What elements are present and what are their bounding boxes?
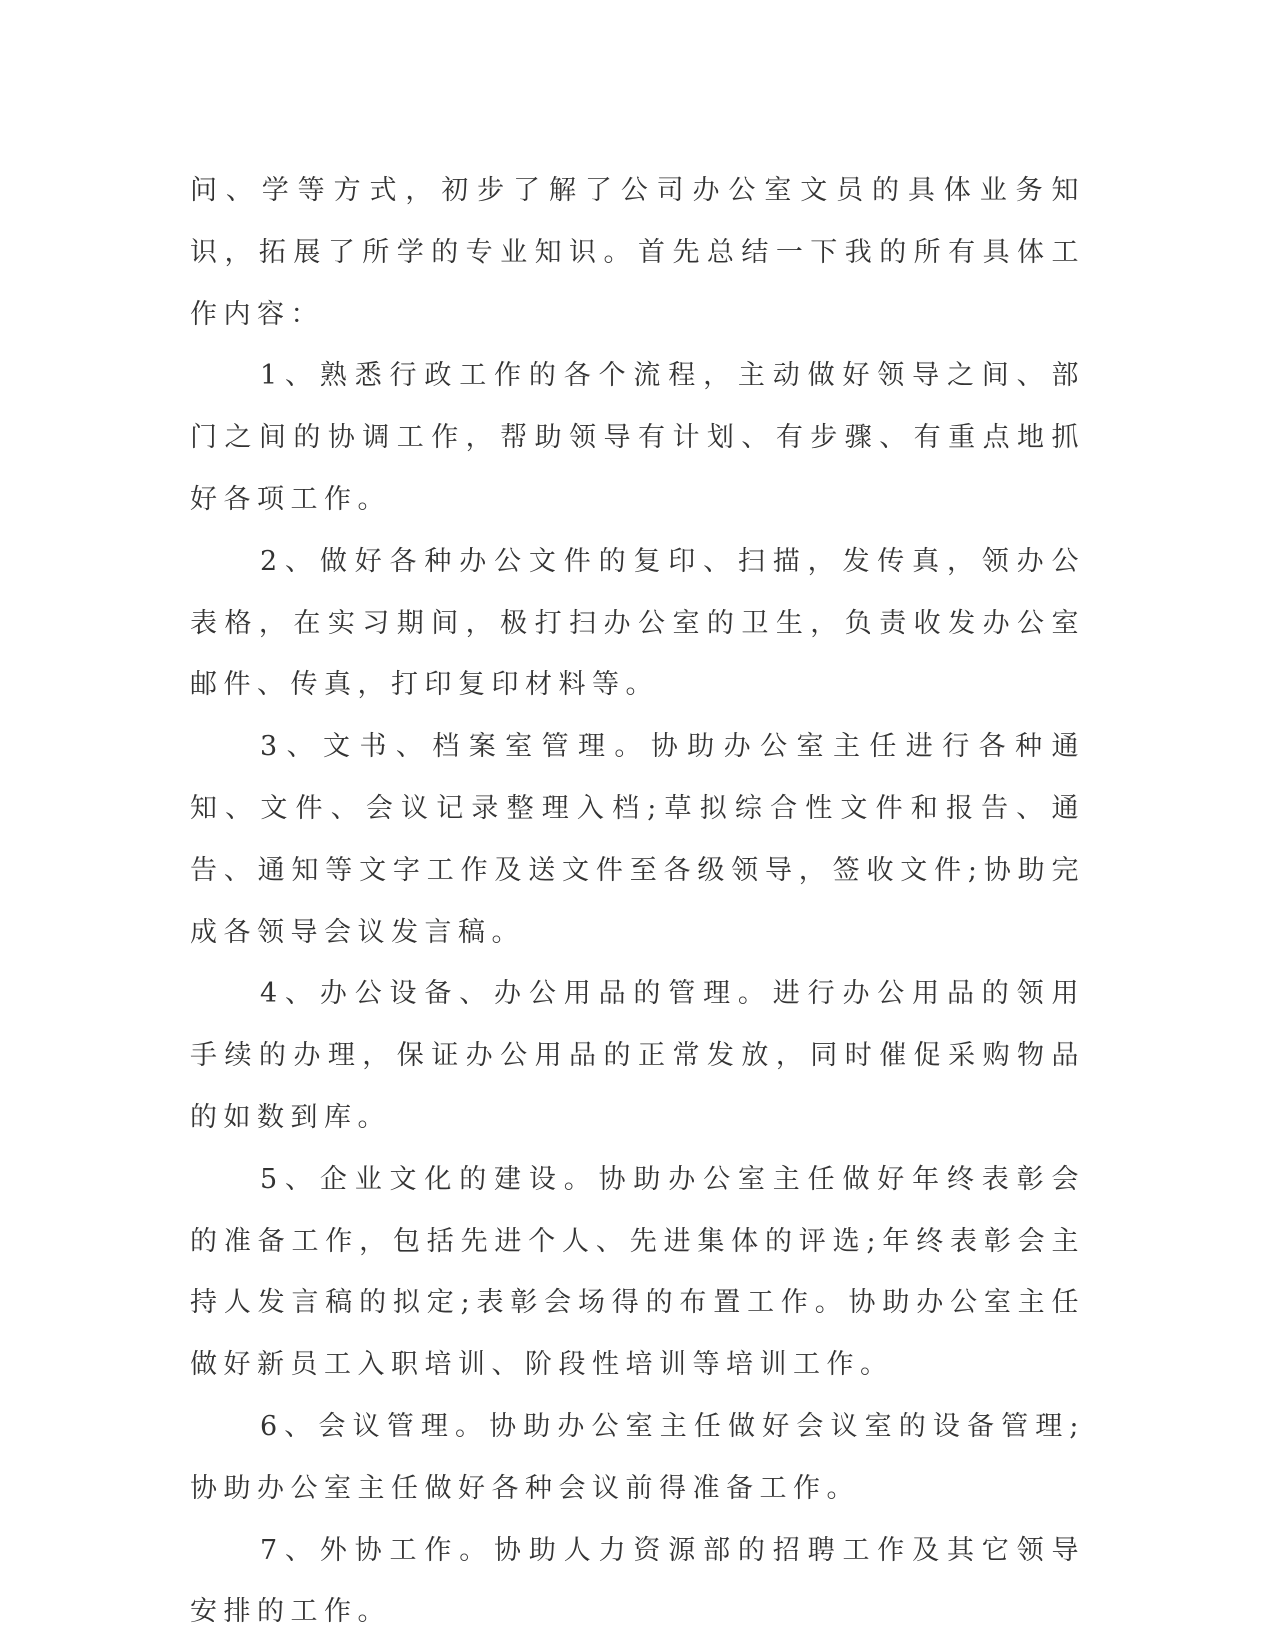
paragraph-item-6: 6、会议管理。协助办公室主任做好会议室的设备管理;协助办公室主任做好各种会议前得准备工作。 [190,1410,1085,1504]
paragraph-item-7: 7、外协工作。协助人力资源部的招聘工作及其它领导安排的工作。 [190,1534,1085,1628]
paragraph-item-2: 2、做好各种办公文件的复印、扫描，发传真，领办公表格，在实习期间，极打扫办公室的卫生，负责收发办公室邮件、传真，打印复印材料等。 [190,545,1085,701]
paragraph-item-3: 3、文书、档案室管理。协助办公室主任进行各种通知、文件、会议记录整理入档;草拟综合性文件和报告、通告、通知等文字工作及送文件至各级领导，签收文件;协助完成各领导会议发言稿。 [190,731,1085,948]
paragraph-item-5: 5、企业文化的建设。协助办公室主任做好年终表彰会的准备工作，包括先进个人、先进集体的评选;年终表彰会主持人发言稿的拟定;表彰会场得的布置工作。协助办公室主任做好新员工入职培训、阶段性培训等培训工作。 [190,1163,1085,1381]
document-body [190,160,1085,1643]
paragraph-intro-continuation: 问、学等方式，初步了解了公司办公室文员的具体业务知识，拓展了所学的专业知识。首先总结一下我的所有具体工作内容： [190,175,1085,330]
paragraph-item-4: 4、办公设备、办公用品的管理。进行办公用品的领用手续的办理，保证办公用品的正常发放，同时催促采购物品的如数到库。 [190,978,1085,1133]
paragraph-item-1: 1、熟悉行政工作的各个流程，主动做好领导之间、部门之间的协调工作，帮助领导有计划、有步骤、有重点地抓好各项工作。 [190,360,1085,515]
